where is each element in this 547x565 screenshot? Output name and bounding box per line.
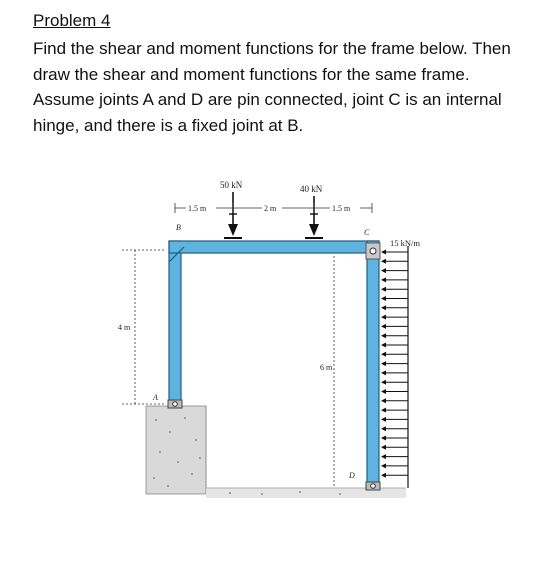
distributed-load-arrowhead bbox=[381, 305, 386, 310]
distributed-load-arrowhead bbox=[381, 296, 386, 301]
distributed-load-arrowhead bbox=[381, 250, 386, 255]
distributed-load-arrowhead bbox=[381, 398, 386, 403]
distributed-load-arrowhead bbox=[381, 426, 386, 431]
problem-statement: Find the shear and moment functions for the frame below. Then draw the shear and moment functions for the same frame. Assume joints A and D are pin connected, joint C is an internal hinge, and there is a fixed joint at B. bbox=[33, 39, 511, 135]
distributed-load-arrowhead bbox=[381, 417, 386, 422]
distributed-load-arrowhead bbox=[381, 352, 386, 357]
top-beam bbox=[169, 241, 379, 253]
dim-span-1: 1.5 m bbox=[188, 204, 207, 213]
joint-label-d: D bbox=[349, 471, 355, 480]
distributed-load-arrowhead bbox=[381, 324, 386, 329]
distributed-load-arrowhead bbox=[381, 370, 386, 375]
point-load-40kn bbox=[300, 184, 323, 238]
distributed-load-arrowhead bbox=[381, 277, 386, 282]
joint-label-b: B bbox=[176, 223, 181, 232]
distributed-load-arrowhead bbox=[381, 436, 386, 441]
load-label-40kn: 40 kN bbox=[300, 184, 323, 194]
left-column bbox=[169, 241, 181, 406]
dim-span-2: 2 m bbox=[264, 204, 277, 213]
distributed-load-arrowhead bbox=[381, 463, 386, 468]
distributed-load-arrowhead bbox=[381, 454, 386, 459]
distributed-load-arrowhead bbox=[381, 259, 386, 264]
dim-right-height: 6 m bbox=[320, 363, 333, 372]
distributed-load bbox=[381, 246, 408, 488]
distributed-load-arrowhead bbox=[381, 343, 386, 348]
distributed-load-arrowhead bbox=[381, 445, 386, 450]
distributed-load-arrowhead bbox=[381, 408, 386, 413]
distributed-load-arrowhead bbox=[381, 268, 386, 273]
distributed-load-arrowhead bbox=[381, 389, 386, 394]
dim-left-height: 4 m bbox=[118, 323, 131, 332]
load-label-distributed: 15 kN/m bbox=[390, 238, 420, 248]
ground-left bbox=[146, 406, 206, 494]
distributed-load-arrowhead bbox=[381, 287, 386, 292]
distributed-load-arrowhead bbox=[381, 380, 386, 385]
distributed-load-arrowhead bbox=[381, 315, 386, 320]
problem-heading: Problem 4 bbox=[33, 11, 111, 30]
distributed-load-arrowhead bbox=[381, 473, 386, 478]
load-label-50kn: 50 kN bbox=[220, 180, 243, 190]
joint-label-c: C bbox=[364, 228, 370, 237]
distributed-load-arrowhead bbox=[381, 333, 386, 338]
distributed-load-arrowhead bbox=[381, 361, 386, 366]
right-column bbox=[367, 241, 379, 488]
joint-label-a: A bbox=[153, 393, 158, 402]
hinge-c-pin bbox=[370, 248, 376, 254]
point-load-50kn bbox=[220, 180, 243, 238]
dim-span-3: 1.5 m bbox=[332, 204, 351, 213]
